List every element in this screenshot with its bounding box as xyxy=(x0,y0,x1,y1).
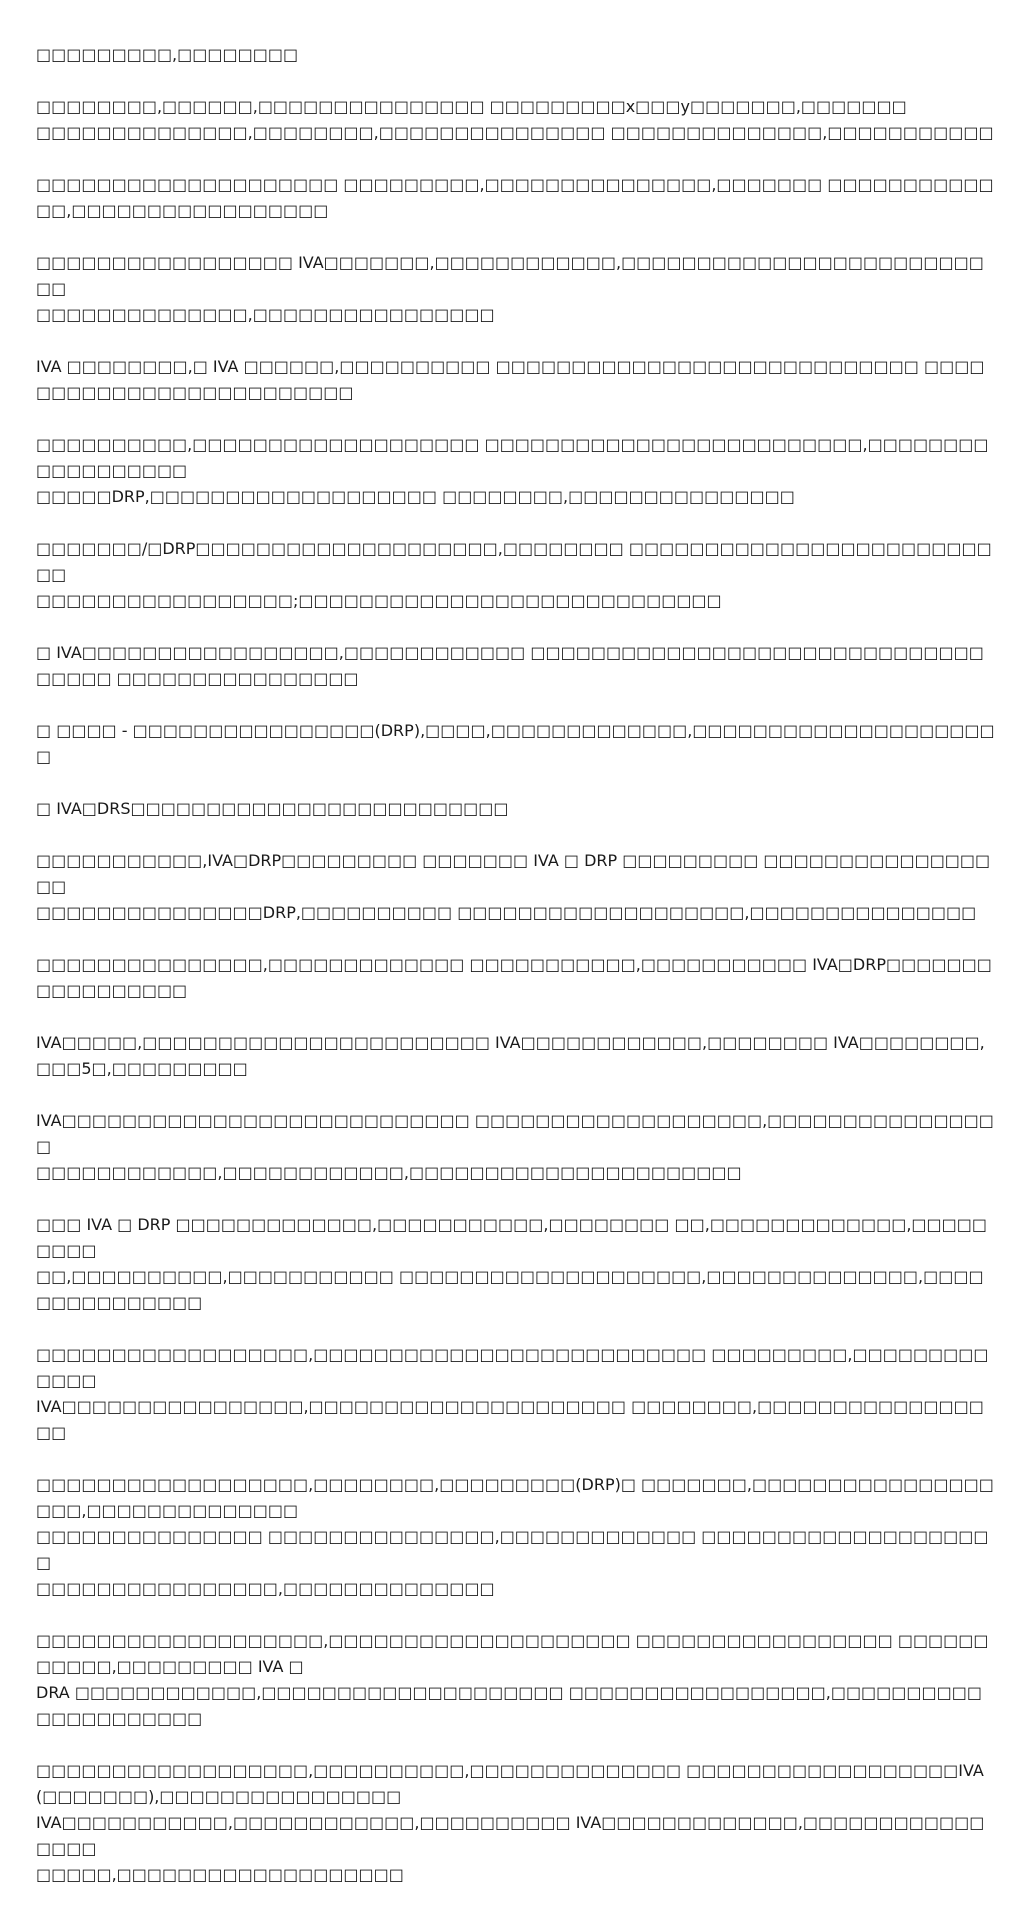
paragraph-19: □□□□□□□□□□□□□□□□□□,□□□□□□□□□□,□□□□□□□□□□□□□□ □□□□□□□□□□□□□□□□□□IVA(□□□□□□□),□□□□□□□□□□□□□□□□ IVA□□□□□□□□□□□,□□□□□□□□□□□□,□□□□□□□□□□ IVA□□□□□□□□□□□□□,□□□□□□□□□□□□□□□□ □□□□□,□□□□□□□□□□□□□□□□□□□ xyxy=(36,1761,985,1884)
paragraph-11: □□□□□□□□□□□,IVA□DRP□□□□□□□□□ □□□□□□□ IVA □ DRP □□□□□□□□□ □□□□□□□□□□□□□□□□□ □□□□□□□□□□□□□□□DRP,□□□□□□□□□□ □□□□□□□□□□□□□□□□□□□,□□□□□□□□□□□□□□□ xyxy=(36,851,991,922)
paragraph-12: □□□□□□□□□□□□□□□,□□□□□□□□□□□□□ □□□□□□□□□□□,□□□□□□□□□□□ IVA□DRP□□□□□□□□□□□□□□□□□ xyxy=(36,955,992,1000)
paragraph-8: □ IVA□□□□□□□□□□□□□□□□□,□□□□□□□□□□□□ □□□□□□□□□□□□□□□□□□□□□□□□□□□□□□□□□□□ □□□□□□□□□□□□□□□□ xyxy=(36,643,984,688)
paragraph-5: IVA □□□□□□□□,□ IVA □□□□□□,□□□□□□□□□□ □□□□□□□□□□□□□□□□□□□□□□□□□□□□ □□□□□□□□□□□□□□□□□□□□□□□□□ xyxy=(36,357,985,402)
paragraph-10: □ IVA□DRS□□□□□□□□□□□□□□□□□□□□□□□□□ xyxy=(36,799,509,818)
paragraph-1: □□□□□□□□□,□□□□□□□□ xyxy=(36,45,299,64)
paragraph-4: □□□□□□□□□□□□□□□□□ IVA□□□□□□□,□□□□□□□□□□□□,□□□□□□□□□□□□□□□□□□□□□□□□□□ □□□□□□□□□□□□□□,□□□□□□□□□□□□□□□□ xyxy=(36,253,984,324)
paragraph-15: □□□ IVA □ DRP □□□□□□□□□□□□□,□□□□□□□□□□□,□□□□□□□□ □□,□□□□□□□□□□□□□,□□□□□□□□□ □□,□□□□□□□□□□,□□□□□□□□□□□ □□□□□□□□□□□□□□□□□□□□,□□□□□□□□□□□□□□,□□□□□□□□□□□□□□□ xyxy=(36,1215,988,1312)
paragraph-9: □ □□□□ - □□□□□□□□□□□□□□□□(DRP),□□□□,□□□□□□□□□□□□□,□□□□□□□□□□□□□□□□□□□□□ xyxy=(36,721,995,766)
document-body xyxy=(36,42,996,1914)
paragraph-6: □□□□□□□□□□,□□□□□□□□□□□□□□□□□□□ □□□□□□□□□□□□□□□□□□□□□□□□□,□□□□□□□□□□□□□□□□□□ □□□□□DRP,□□□□□□□□□□□□□□□□□□□ □□□□□□□□,□□□□□□□□□□□□□□□ xyxy=(36,435,989,506)
paragraph-2: □□□□□□□□,□□□□□□,□□□□□□□□□□□□□□□ □□□□□□□□□x□□□y□□□□□□□,□□□□□□□ □□□□□□□□□□□□□□,□□□□□□□□,□□□□□□□□□□□□□□□ □□□□□□□□□□□□□□,□□□□□□□□□□□ xyxy=(36,97,994,142)
paragraph-18: □□□□□□□□□□□□□□□□□□□,□□□□□□□□□□□□□□□□□□□□ □□□□□□□□□□□□□□□□□ □□□□□□□□□□□,□□□□□□□□□ IVA □ DRA □□□□□□□□□□□□,□□□□□□□□□□□□□□□□□□□□ □□□□□□□□□□□□□□□□□,□□□□□□□□□□□□□□□□□□□□□ xyxy=(36,1631,989,1728)
paragraph-14: IVA□□□□□□□□□□□□□□□□□□□□□□□□□□□ □□□□□□□□□□□□□□□□□□□,□□□□□□□□□□□□□□□□ □□□□□□□□□□□□,□□□□□□□□□□□□,□□□□□□□□□□□□□□□□□□□□□□ xyxy=(36,1111,994,1182)
paragraph-3: □□□□□□□□□□□□□□□□□□□□ □□□□□□□□□,□□□□□□□□□□□□□□□,□□□□□□□ □□□□□□□□□□□□□,□□□□□□□□□□□□□□□□□ xyxy=(36,175,994,220)
paragraph-7: □□□□□□□/□DRP□□□□□□□□□□□□□□□□□□□□,□□□□□□□□ □□□□□□□□□□□□□□□□□□□□□□□□□□ □□□□□□□□□□□□□□□□□;□□□□□□□□□□□□□□□□□□□□□□□□□□□□ xyxy=(36,539,992,610)
paragraph-13: IVA□□□□□,□□□□□□□□□□□□□□□□□□□□□□□ IVA□□□□□□□□□□□□,□□□□□□□□ IVA□□□□□□□□,□□□5□,□□□□□□□□□ xyxy=(36,1033,985,1078)
paragraph-16: □□□□□□□□□□□□□□□□□□,□□□□□□□□□□□□□□□□□□□□□□□□□□ □□□□□□□□□,□□□□□□□□□□□□□ IVA□□□□□□□□□□□□□□□□,□□□□□□□□□□□□□□□□□□□□□ □□□□□□□□,□□□□□□□□□□□□□□□□□ xyxy=(36,1345,989,1442)
paragraph-17: □□□□□□□□□□□□□□□□□□,□□□□□□□□,□□□□□□□□□(DRP)□ □□□□□□□,□□□□□□□□□□□□□□□□□□□,□□□□□□□□□□□□□□ □□□□□□□□□□□□□□□ □□□□□□□□□□□□□□□,□□□□□□□□□□□□□ □□□□□□□□□□□□□□□□□□□□ □□□□□□□□□□□□□□□□,□□□□□□□□□□□□□□ xyxy=(36,1475,994,1598)
